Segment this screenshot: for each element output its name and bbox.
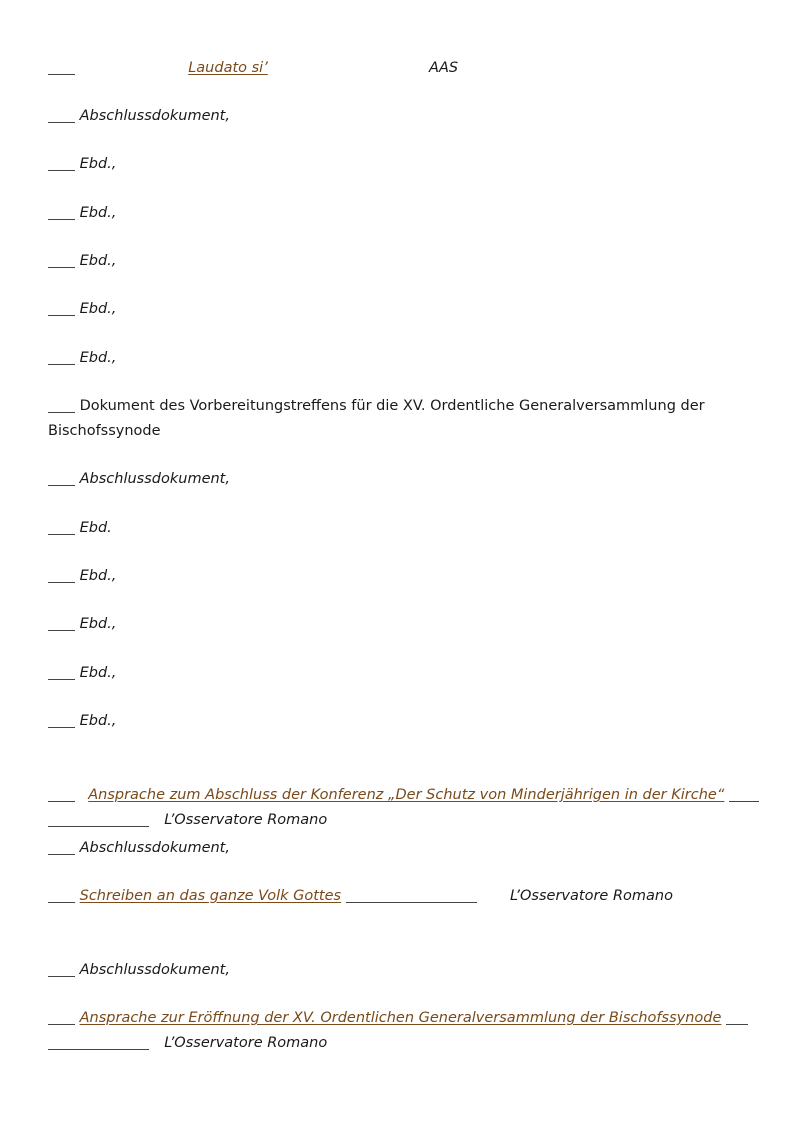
underline-tail <box>726 1010 748 1025</box>
link-speech-conference-close[interactable]: Ansprache zum Abschluss der Konferenz „Der Schutz von Minderjährigen in der Kirche“ <box>88 787 725 803</box>
footnote-9 <box>48 469 230 489</box>
footnote-text: Abschlussdokument, <box>79 840 230 856</box>
footnote-7 <box>48 348 116 368</box>
footnote-number-blank <box>48 350 75 365</box>
footnote-text: Abschlussdokument, <box>79 471 230 487</box>
footnote-text: Ebd., <box>79 350 117 366</box>
footnote-text: Abschlussdokument, <box>79 108 230 124</box>
footnote-text: Abschlussdokument, <box>79 962 230 978</box>
footnote-19 <box>48 1008 748 1028</box>
footnote-number-blank <box>48 568 75 583</box>
footnote-16 <box>48 838 230 858</box>
footnote-text: Ebd., <box>79 253 117 269</box>
footnote-number-blank <box>48 888 75 903</box>
footnote-4 <box>48 203 116 223</box>
footnote-12 <box>48 614 116 634</box>
footnote-19-continuation <box>48 1033 327 1053</box>
source-osservatore-romano: L’Osservatore Romano <box>509 888 673 904</box>
footnote-text: Ebd., <box>79 665 117 681</box>
footnote-text: Ebd. <box>79 520 112 536</box>
footnote-number-blank <box>48 840 75 855</box>
link-speech-synod-opening[interactable]: Ansprache zur Eröffnung der XV. Ordentlichen Generalversammlung der Bischofssynode <box>79 1010 722 1026</box>
footnote-11 <box>48 566 116 586</box>
reference-aas: AAS <box>429 60 459 76</box>
footnote-number-blank <box>48 205 75 220</box>
footnote-number-blank <box>48 520 75 535</box>
footnote-number-blank <box>48 1010 75 1025</box>
source-osservatore-romano: L’Osservatore Romano <box>164 812 328 828</box>
underline-continuation <box>48 812 149 827</box>
footnote-1 <box>48 58 458 78</box>
footnote-number-blank <box>48 301 75 316</box>
underline-continuation <box>48 1035 149 1050</box>
footnote-number-blank <box>48 962 75 977</box>
footnote-number-blank <box>48 156 75 171</box>
footnote-15 <box>48 785 759 805</box>
footnote-5 <box>48 251 116 271</box>
footnote-17 <box>48 886 673 906</box>
footnote-text: Ebd., <box>79 568 117 584</box>
source-osservatore-romano: L’Osservatore Romano <box>164 1035 328 1051</box>
footnote-text: Ebd., <box>79 616 117 632</box>
footnote-3 <box>48 154 116 174</box>
footnote-text: Ebd., <box>79 156 117 172</box>
footnote-number-blank <box>48 398 75 413</box>
footnote-number-blank <box>48 713 75 728</box>
footnote-6 <box>48 299 116 319</box>
footnote-number-blank <box>48 108 75 123</box>
footnote-13 <box>48 663 116 683</box>
footnote-text: Ebd., <box>79 301 117 317</box>
link-laudato-si[interactable]: Laudato si’ <box>188 60 268 76</box>
footnote-14 <box>48 711 116 731</box>
footnote-2 <box>48 106 230 126</box>
footnote-text: Dokument des Vorbereitungstreffens für die XV. Ordentliche Generalversammlung der <box>79 398 705 414</box>
footnote-8 <box>48 396 705 416</box>
footnote-18 <box>48 960 230 980</box>
footnote-8-continuation <box>48 421 161 441</box>
footnote-number-blank <box>48 665 75 680</box>
footnote-text: Bischofssynode <box>48 423 161 439</box>
footnote-number-blank <box>48 60 75 75</box>
footnote-15-continuation <box>48 810 327 830</box>
footnote-number-blank <box>48 253 75 268</box>
underline-tail <box>346 888 477 903</box>
footnote-number-blank <box>48 616 75 631</box>
link-letter-people-of-god[interactable]: Schreiben an das ganze Volk Gottes <box>79 888 342 904</box>
footnote-text: Ebd., <box>79 205 117 221</box>
footnote-number-blank <box>48 471 75 486</box>
underline-tail <box>729 787 759 802</box>
footnote-text: Ebd., <box>79 713 117 729</box>
footnote-number-blank <box>48 787 75 802</box>
footnote-10 <box>48 518 112 538</box>
